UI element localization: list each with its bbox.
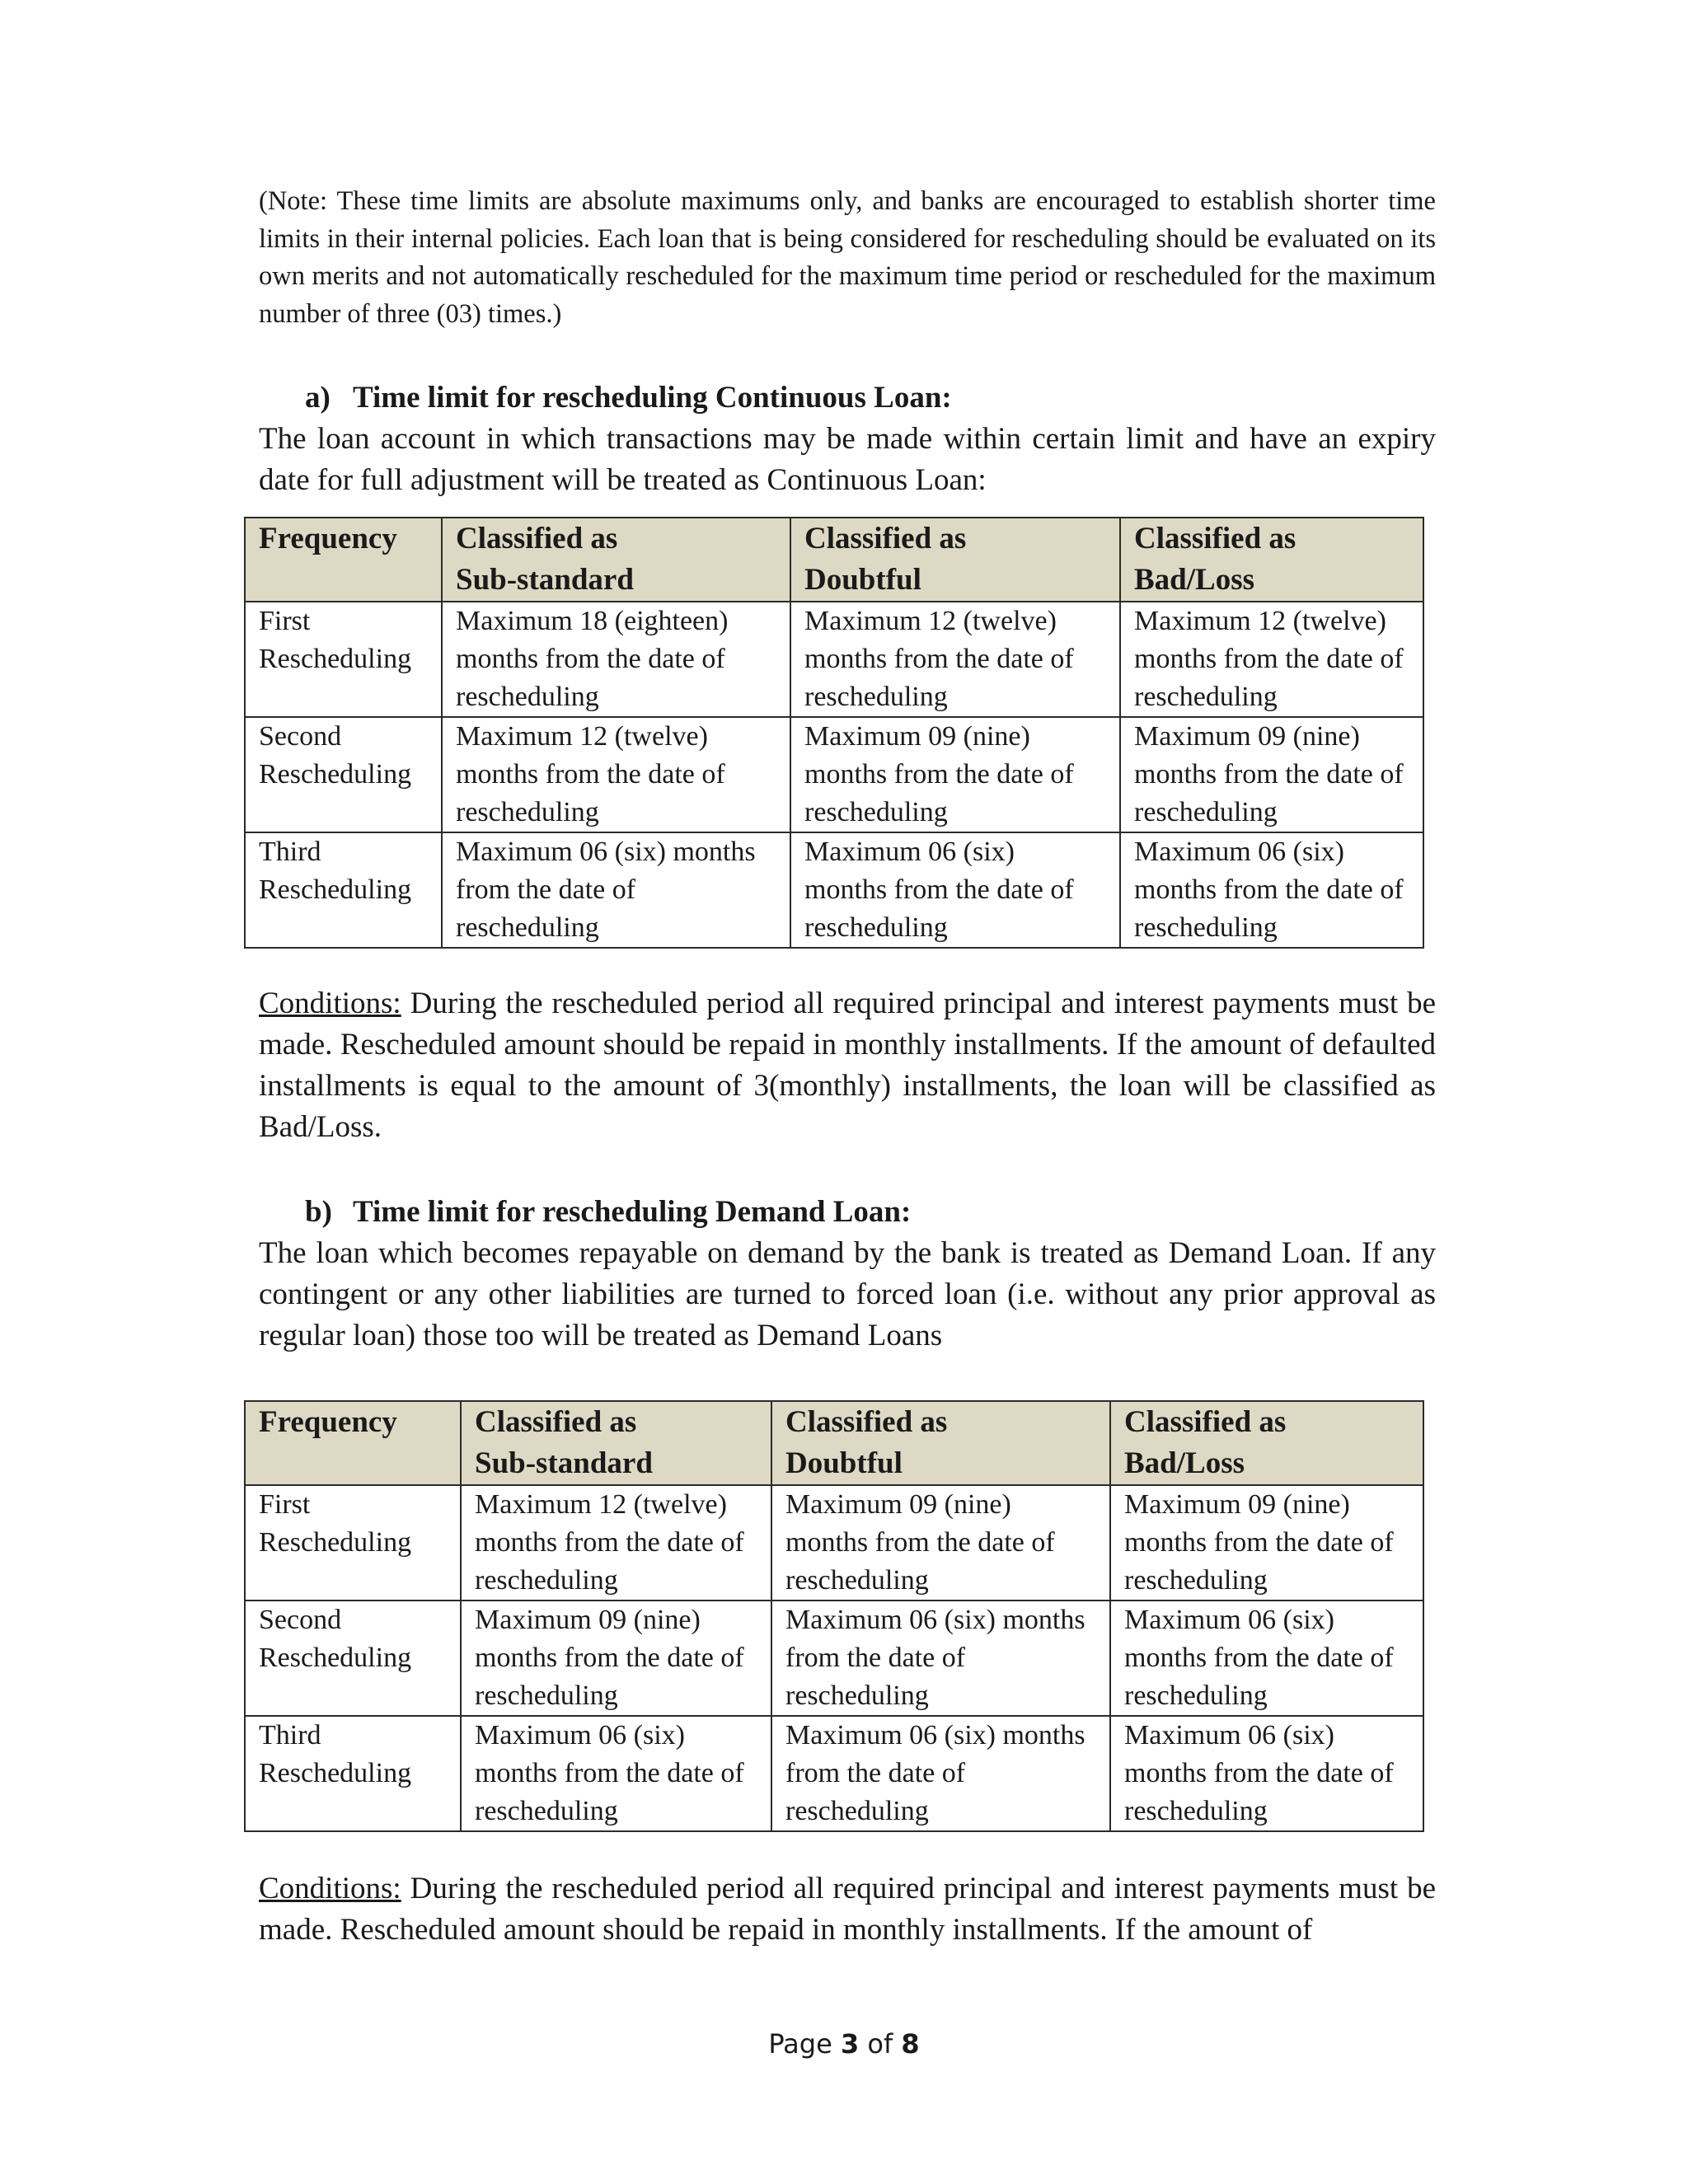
section-b-conditions — [259, 1868, 1436, 1951]
row-doubtful: Maximum 06 (six) months from the date of rescheduling — [771, 1716, 1110, 1831]
header-doubtful: Classified as Doubtful — [790, 518, 1120, 602]
page-footer — [0, 2026, 1688, 2062]
row-frequency: Second Rescheduling — [245, 717, 442, 832]
row-frequency: First Rescheduling — [245, 1485, 461, 1601]
conditions-text: During the rescheduled period all required principal and interest payments must be made. Rescheduled amount should be repaid in monthly installments. If the amount of defaulted installments is equal to the amount of 3(monthly) installments, the loan will be classified as Bad/Loss. — [259, 987, 1436, 1144]
section-a-conditions — [259, 983, 1436, 1148]
header-frequency: Frequency — [245, 518, 442, 602]
section-a-title: Time limit for rescheduling Continuous Loan: — [353, 381, 952, 415]
table-row — [245, 832, 1423, 948]
of-label: of — [859, 2028, 902, 2060]
note-paragraph: (Note: These time limits are absolute maximums only, and banks are encouraged to establish shorter time limits in their internal policies. Each loan that is being considered for rescheduling should be evaluated on its own merits and not automatically rescheduled for the maximum time period or rescheduled for the maximum number of three (03) times.) — [259, 186, 1436, 329]
row-frequency: First Rescheduling — [245, 602, 442, 717]
current-page: 3 — [840, 2028, 860, 2060]
row-substandard: Maximum 12 (twelve) months from the date of rescheduling — [442, 717, 790, 832]
section-b-heading — [305, 1192, 911, 1233]
row-frequency: Third Rescheduling — [245, 832, 442, 948]
row-bad-loss: Maximum 12 (twelve) months from the date of rescheduling — [1120, 602, 1423, 717]
table-row — [245, 1485, 1423, 1601]
row-substandard: Maximum 18 (eighteen) months from the date of rescheduling — [442, 602, 790, 717]
row-doubtful: Maximum 06 (six) months from the date of rescheduling — [771, 1601, 1110, 1716]
table-row — [245, 1716, 1423, 1831]
table-row — [245, 717, 1423, 832]
row-bad-loss: Maximum 06 (six) months from the date of rescheduling — [1110, 1601, 1423, 1716]
row-doubtful: Maximum 09 (nine) months from the date of rescheduling — [771, 1485, 1110, 1601]
header-bad-loss: Classified as Bad/Loss — [1120, 518, 1423, 602]
row-frequency: Second Rescheduling — [245, 1601, 461, 1716]
table-row — [245, 602, 1423, 717]
row-substandard: Maximum 12 (twelve) months from the date of rescheduling — [461, 1485, 771, 1601]
total-pages: 8 — [901, 2028, 920, 2060]
header-substandard: Classified as Sub-standard — [461, 1401, 771, 1485]
header-substandard: Classified as Sub-standard — [442, 518, 790, 602]
header-bad-loss: Classified as Bad/Loss — [1110, 1401, 1423, 1485]
header-doubtful: Classified as Doubtful — [771, 1401, 1110, 1485]
section-a-letter: a) — [305, 381, 331, 415]
table-header-row — [245, 518, 1423, 602]
table-row — [245, 1601, 1423, 1716]
row-bad-loss: Maximum 06 (six) months from the date of rescheduling — [1110, 1716, 1423, 1831]
header-frequency: Frequency — [245, 1401, 461, 1485]
row-doubtful: Maximum 09 (nine) months from the date of rescheduling — [790, 717, 1120, 832]
section-b-intro: The loan which becomes repayable on demand by the bank is treated as Demand Loan. If any contingent or any other liabilities are turned to forced loan (i.e. without any prior approval as regular loan) those too will be treated as Demand Loans — [259, 1236, 1436, 1352]
row-substandard: Maximum 09 (nine) months from the date of rescheduling — [461, 1601, 771, 1716]
row-doubtful: Maximum 12 (twelve) months from the date of rescheduling — [790, 602, 1120, 717]
row-bad-loss: Maximum 09 (nine) months from the date of rescheduling — [1110, 1485, 1423, 1601]
section-a-intro: The loan account in which transactions may be made within certain limit and have an expiry date for full adjustment will be treated as Continuous Loan: — [259, 422, 1436, 497]
row-bad-loss: Maximum 09 (nine) months from the date of rescheduling — [1120, 717, 1423, 832]
conditions-text: During the rescheduled period all required principal and interest payments must be made. Rescheduled amount should be repaid in monthly installments. If the amount of — [259, 1872, 1436, 1947]
row-substandard: Maximum 06 (six) months from the date of rescheduling — [442, 832, 790, 948]
table-header-row — [245, 1401, 1423, 1485]
continuous-loan-table — [244, 517, 1424, 949]
row-frequency: Third Rescheduling — [245, 1716, 461, 1831]
section-a-heading — [305, 377, 952, 419]
row-bad-loss: Maximum 06 (six) months from the date of rescheduling — [1120, 832, 1423, 948]
section-b-title: Time limit for rescheduling Demand Loan: — [353, 1195, 912, 1229]
conditions-label: Conditions: — [259, 1872, 401, 1905]
conditions-label: Conditions: — [259, 987, 401, 1020]
section-b-letter: b) — [305, 1195, 332, 1229]
demand-loan-table — [244, 1400, 1424, 1832]
row-substandard: Maximum 06 (six) months from the date of rescheduling — [461, 1716, 771, 1831]
row-doubtful: Maximum 06 (six) months from the date of rescheduling — [790, 832, 1120, 948]
page-label: Page — [768, 2028, 841, 2060]
